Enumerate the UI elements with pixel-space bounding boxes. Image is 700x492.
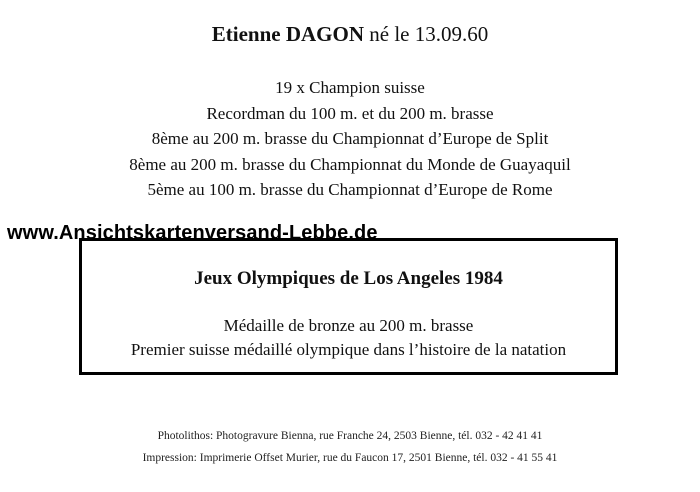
athlete-name: Etienne DAGON [211, 22, 364, 46]
birth-date: né le 13.09.60 [369, 22, 489, 46]
achievement-item: Recordman du 100 m. et du 200 m. brasse [206, 103, 494, 123]
achievements-list [0, 75, 700, 203]
achievement-item: 19 x Champion suisse [275, 78, 425, 97]
achievement-item: 5ème au 100 m. brasse du Championnat d’Europe de Rome [147, 180, 553, 200]
credit-line: Photolithos: Photogravure Bienna, rue Franche 24, 2503 Bienne, tél. 032 - 42 41 41 [157, 430, 543, 442]
olympic-detail-line: Médaille de bronze au 200 m. brasse [223, 316, 474, 335]
olympic-detail-line: Premier suisse médaillé olympique dans l’histoire de la natation [130, 340, 567, 359]
credit-line: Impression: Imprimerie Offset Murier, rue du Faucon 17, 2501 Bienne, tél. 032 - 41 55 41 [142, 452, 558, 464]
print-credits [0, 425, 700, 469]
olympic-box [79, 238, 618, 375]
olympic-title: Jeux Olympiques de Los Angeles 1984 [194, 268, 503, 289]
achievement-item: 8ème au 200 m. brasse du Championnat d’Europe de Split [151, 129, 549, 149]
achievement-item: 8ème au 200 m. brasse du Championnat du Monde de Guayaquil [129, 154, 571, 174]
page-title [0, 22, 700, 47]
olympic-details [82, 314, 615, 362]
watermark: www.Ansichtskartenversand-Lebbe.de [7, 222, 378, 244]
